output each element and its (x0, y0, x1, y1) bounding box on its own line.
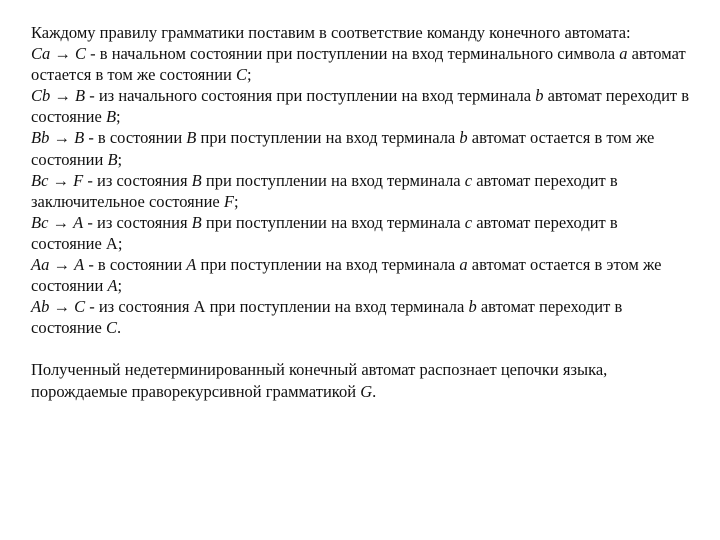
rule-text: автомат остается в том же состоянии (31, 128, 655, 169)
rule-arrow: → (53, 255, 70, 275)
grammar-rule (31, 170, 691, 212)
rule-rhs: C (75, 44, 87, 64)
conclusion-text: . (372, 381, 377, 401)
rule-rhs: B (74, 128, 85, 148)
rule-text: - из состояния (83, 170, 192, 190)
conclusion-text: Полученный недетерминированный конечный автомат распознает цепочки языка, порождаемые праворекурсивной грамматикой (31, 360, 608, 401)
rule-text: ; (233, 191, 239, 211)
rule-arrow: → (52, 212, 70, 232)
rule-rhs: B (75, 86, 86, 106)
rule-text: b (535, 86, 544, 106)
rule-text: при поступлении на вход терминала (196, 255, 460, 275)
rule-text: автомат переходит в состояние (31, 86, 690, 127)
rule-text: ; (247, 65, 252, 85)
rule-text: ; (117, 276, 123, 296)
rules-list (31, 43, 691, 338)
rule-text: B (186, 128, 197, 148)
rule-lhs: Cb (31, 86, 51, 106)
rule-text: B (191, 212, 202, 232)
rule-text: F (223, 191, 234, 211)
rule-arrow: → (53, 297, 70, 317)
rule-text: ; (117, 149, 123, 169)
rule-text: A (186, 255, 197, 275)
rule-lhs: Ab (31, 297, 50, 317)
rule-text: при поступлении на вход терминала (201, 170, 465, 190)
rule-text: автомат переходит в заключительное состояние (31, 170, 618, 211)
rule-text: - из начального состояния при поступлении на вход терминала (85, 86, 536, 106)
grammar-rule (31, 85, 691, 127)
rule-text: . (116, 318, 122, 338)
rule-text: - в состоянии (84, 255, 187, 275)
rule-text: автомат остается в этом же состоянии (31, 255, 662, 296)
rule-lhs: Bc (31, 212, 49, 232)
rule-text: автомат переходит в состояние (31, 297, 623, 338)
rule-text: при поступлении на вход терминала (201, 212, 465, 232)
rule-rhs: A (74, 255, 85, 275)
rule-text: a (459, 255, 468, 275)
paragraph-gap (31, 338, 691, 359)
conclusion-text: G (360, 381, 373, 401)
rule-text: b (468, 297, 477, 317)
rule-text: C (235, 65, 247, 85)
rule-arrow: → (53, 128, 70, 148)
slide-body (31, 22, 691, 402)
grammar-rule (31, 212, 691, 254)
rule-text: C (105, 318, 117, 338)
rule-text: - в начальном состоянии при поступлении на вход терминального символа (86, 44, 620, 64)
rule-text: при поступлении на вход терминала (196, 128, 460, 148)
rule-text: B (191, 170, 202, 190)
rule-text: автомат остается в том же состоянии (31, 44, 686, 85)
grammar-rule (31, 127, 691, 169)
rule-arrow: → (54, 86, 71, 106)
rule-lhs: Aa (31, 255, 50, 275)
rule-arrow: → (52, 170, 70, 190)
rule-lhs: Bc (31, 170, 49, 190)
rule-text: автомат переходит в состояние А; (31, 212, 618, 253)
rule-rhs: C (74, 297, 86, 317)
grammar-rule (31, 43, 691, 85)
rule-text: ; (116, 107, 121, 127)
rule-text: - из состояния А при поступлении на вход терминала (85, 297, 469, 317)
grammar-rule (31, 254, 691, 296)
rule-text: c (464, 170, 473, 190)
rule-text: - в состоянии (84, 128, 187, 148)
rule-text: - из состояния (83, 212, 192, 232)
grammar-rule (31, 296, 691, 338)
rule-text: B (107, 149, 118, 169)
rule-text: b (459, 128, 468, 148)
rule-text: a (619, 44, 628, 64)
rule-text: B (105, 107, 117, 127)
rule-lhs: Ca (31, 44, 51, 64)
conclusion-paragraph (31, 359, 691, 401)
rule-text: A (107, 276, 118, 296)
rule-rhs: A (73, 212, 84, 232)
rule-rhs: F (73, 170, 84, 190)
rule-lhs: Bb (31, 128, 50, 148)
rule-text: c (464, 212, 473, 232)
rule-arrow: → (54, 44, 71, 64)
intro-paragraph: Каждому правилу грамматики поставим в соответствие команду конечного автомата: (31, 23, 631, 42)
